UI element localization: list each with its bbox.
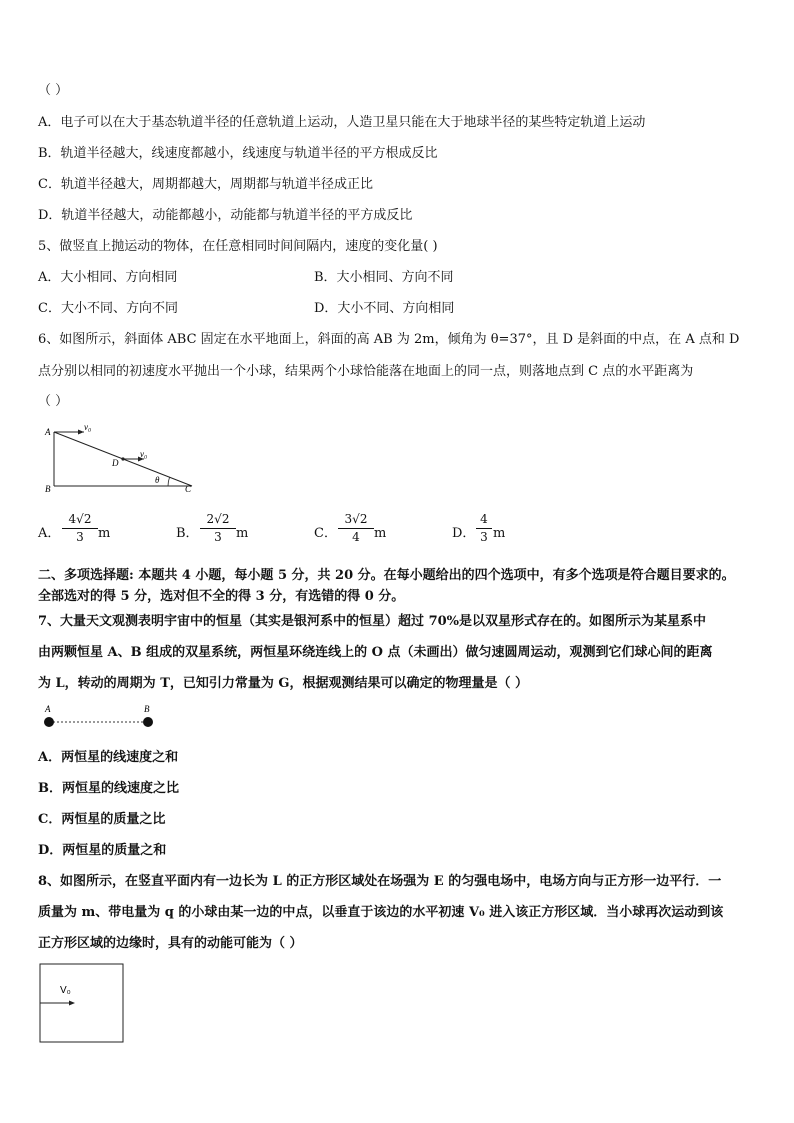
q6-option-a-fraction: [62, 512, 98, 545]
q5-option-c: C．大小不同、方向不同: [38, 301, 178, 316]
q6-option-b-unit: m: [236, 526, 249, 541]
q7-stem-line3: 为 L，转动的周期为 T，已知引力常量为 G，根据观测结果可以确定的物理量是（ ）: [38, 676, 529, 691]
fraction-denominator: 3: [480, 530, 488, 544]
q5-option-d: D．大小不同、方向相同: [314, 301, 455, 316]
v0-label-d: v₀: [140, 449, 148, 459]
q7-option-d: D．两恒星的质量之和: [38, 843, 167, 858]
fraction-numerator: 4√2: [68, 512, 92, 526]
point-c-label: C: [185, 484, 192, 494]
incline-figure: [40, 420, 200, 498]
q6-option-d-label: D．: [452, 526, 476, 541]
theta-label: θ: [155, 475, 160, 485]
point-d-label: D: [112, 458, 119, 468]
square-field-figure: [38, 962, 128, 1046]
q6-option-d-fraction: [476, 512, 492, 545]
q8-stem-line3: 正方形区域的边缘时，具有的动能可能为（ ）: [38, 936, 303, 951]
q6-option-d-unit: m: [493, 526, 506, 541]
fraction-numerator: 3√2: [344, 512, 368, 526]
q6-option-b-label: B．: [176, 526, 199, 541]
v0-label-a: v₀: [84, 422, 92, 432]
q7-option-a: A．两恒星的线速度之和: [38, 750, 179, 765]
q4-option-b: B．轨道半径越大，线速度都越小，线速度与轨道半径的平方根成反比: [38, 146, 438, 161]
q8-stem-line2: 质量为 m、带电量为 q 的小球由某一边的中点，以垂直于该边的水平初速 V₀ 进入该正方形区域．当小球再次运动到该: [38, 905, 724, 920]
q6-option-c-unit: m: [374, 526, 387, 541]
star-b-label: B: [144, 704, 150, 714]
fraction-denominator: 3: [214, 530, 222, 544]
q6-option-b-fraction: [200, 512, 236, 545]
q4-option-a: A．电子可以在大于基态轨道半径的任意轨道上运动，人造卫星只能在大于地球半径的某些特定轨道上运动: [38, 115, 646, 130]
v0-label: V₀: [60, 985, 71, 996]
section2-heading-line1: 二、多项选择题: 本题共 4 小题，每小题 5 分，共 20 分。在每小题给出的四个选项中，有多个选项是符合题目要求的。: [38, 568, 735, 583]
q5-option-b: B．大小相同、方向不同: [314, 270, 454, 285]
q6-option-c-label: C．: [314, 526, 337, 541]
q6-option-a-label: A．: [38, 526, 61, 541]
star-a-icon: [44, 717, 54, 727]
point-a-label: A: [45, 427, 51, 437]
section2-heading-line2: 全部选对的得 5 分，选对但不全的得 3 分，有选错的得 0 分。: [38, 589, 405, 604]
q6-stem-line1: 6、如图所示，斜面体 ABC 固定在水平地面上，斜面的高 AB 为 2m，倾角为 θ=37°，且 D 是斜面的中点，在 A 点和 D: [38, 332, 740, 347]
q4-option-c: C．轨道半径越大，周期都越大，周期都与轨道半径成正比: [38, 177, 373, 192]
q7-stem-line1: 7、大量天文观测表明宇宙中的恒星（其实是银河系中的恒星）超过 70%是以双星形式存在的。如图所示为某星系中: [38, 614, 707, 629]
q4-option-d: D．轨道半径越大，动能都越小，动能都与轨道半径的平方成反比: [38, 208, 413, 223]
binary-star-figure: [40, 702, 160, 732]
q5-stem: 5、做竖直上抛运动的物体，在任意相同时间间隔内，速度的变化量( ): [38, 239, 438, 254]
fraction-numerator: 2√2: [206, 512, 230, 526]
point-b-label: B: [45, 484, 51, 494]
q8-stem-line1: 8、如图所示，在竖直平面内有一边长为 L 的正方形区域处在场强为 E 的匀强电场中，电场方向与正方形一边平行．一: [38, 874, 722, 889]
fraction-denominator: 3: [76, 530, 84, 544]
q5-option-a: A．大小相同、方向相同: [38, 270, 178, 285]
q6-option-c-fraction: [338, 512, 374, 545]
q6-answer-bracket: （ ）: [38, 394, 69, 409]
star-a-label: A: [45, 704, 51, 714]
q7-stem-line2: 由两颗恒星 A、B 组成的双星系统，两恒星环绕连线上的 O 点（未画出）做匀速圆周运动，观测到它们球心间的距离: [38, 645, 713, 660]
q4-answer-bracket: （ ）: [38, 83, 69, 98]
q6-stem-line2: 点分别以相同的初速度水平抛出一个小球，结果两个小球恰能落在地面上的同一点，则落地点到 C 点的水平距离为: [38, 364, 694, 379]
fraction-numerator: 4: [480, 512, 488, 526]
q7-option-b: B．两恒星的线速度之比: [38, 781, 179, 796]
q6-option-a-unit: m: [98, 526, 111, 541]
q7-option-c: C．两恒星的质量之比: [38, 812, 166, 827]
star-b-icon: [143, 717, 153, 727]
fraction-denominator: 4: [352, 530, 360, 544]
